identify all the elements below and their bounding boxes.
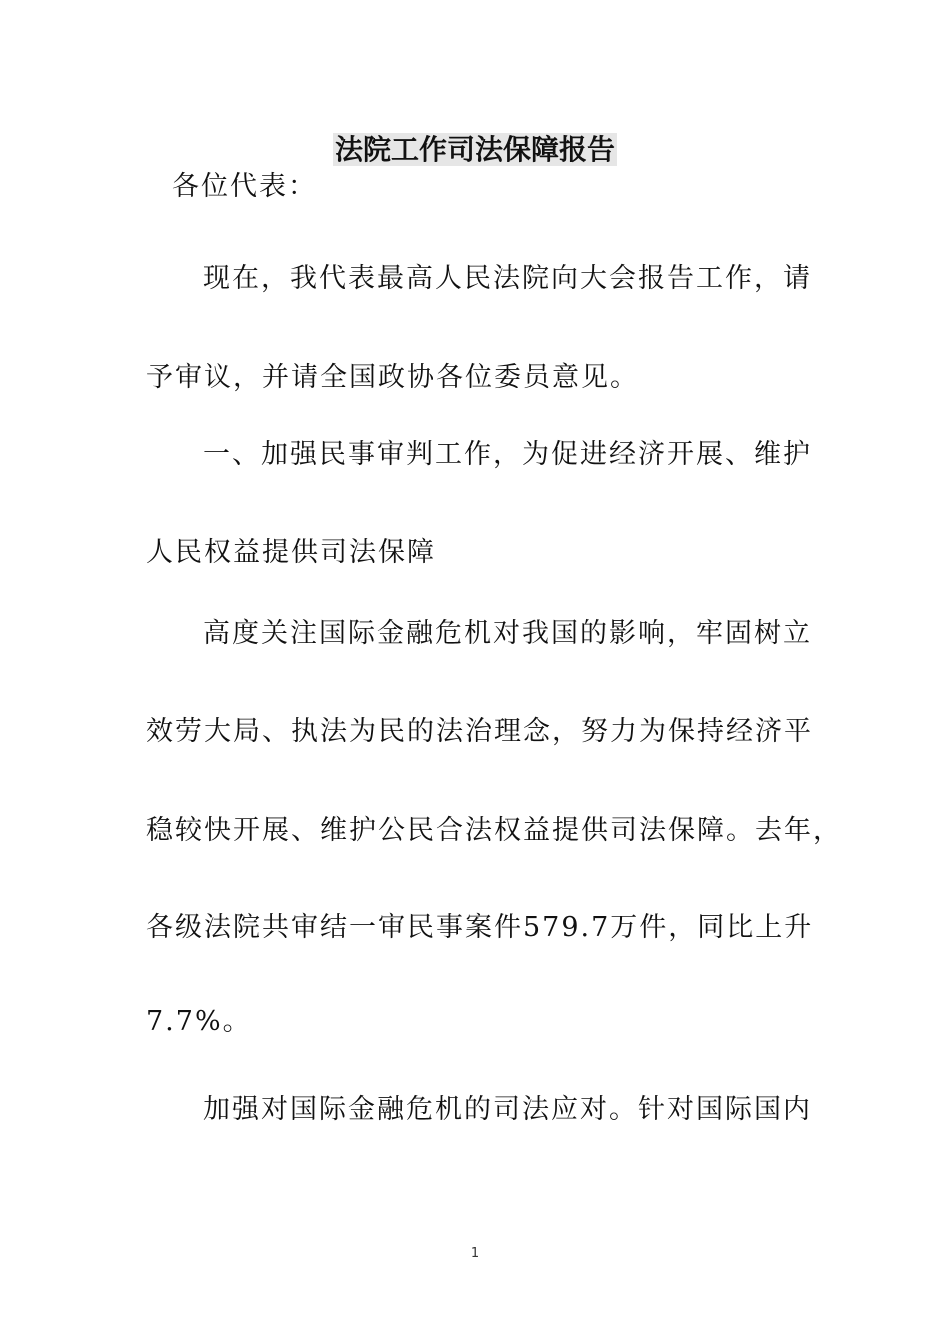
paragraph-line: 7.7%。 bbox=[146, 1006, 252, 1037]
paragraph-line: 稳较快开展、维护公民合法权益提供司法保障。去年， bbox=[146, 815, 842, 846]
document-title-text: 法院工作司法保障报告 bbox=[334, 133, 615, 166]
paragraph-line: 现在，我代表最高人民法院向大会报告工作，请 bbox=[203, 263, 812, 294]
paragraph-line: 高度关注国际金融危机对我国的影响，牢固树立 bbox=[203, 618, 812, 649]
section-heading-line: 人民权益提供司法保障 bbox=[146, 537, 436, 568]
section-heading-line: 一、加强民事审判工作，为促进经济开展、维护 bbox=[203, 439, 812, 470]
page-number: 1 bbox=[470, 1246, 480, 1261]
document-title bbox=[0, 128, 950, 172]
paragraph-line: 予审议，并请全国政协各位委员意见。 bbox=[146, 362, 639, 393]
paragraph-line: 各级法院共审结一审民事案件579.7万件，同比上升 bbox=[146, 912, 814, 943]
salutation-line: 各位代表： bbox=[172, 171, 317, 202]
paragraph-line: 效劳大局、执法为民的法治理念，努力为保持经济平 bbox=[146, 716, 813, 747]
paragraph-line: 加强对国际金融危机的司法应对。针对国际国内 bbox=[203, 1094, 812, 1125]
